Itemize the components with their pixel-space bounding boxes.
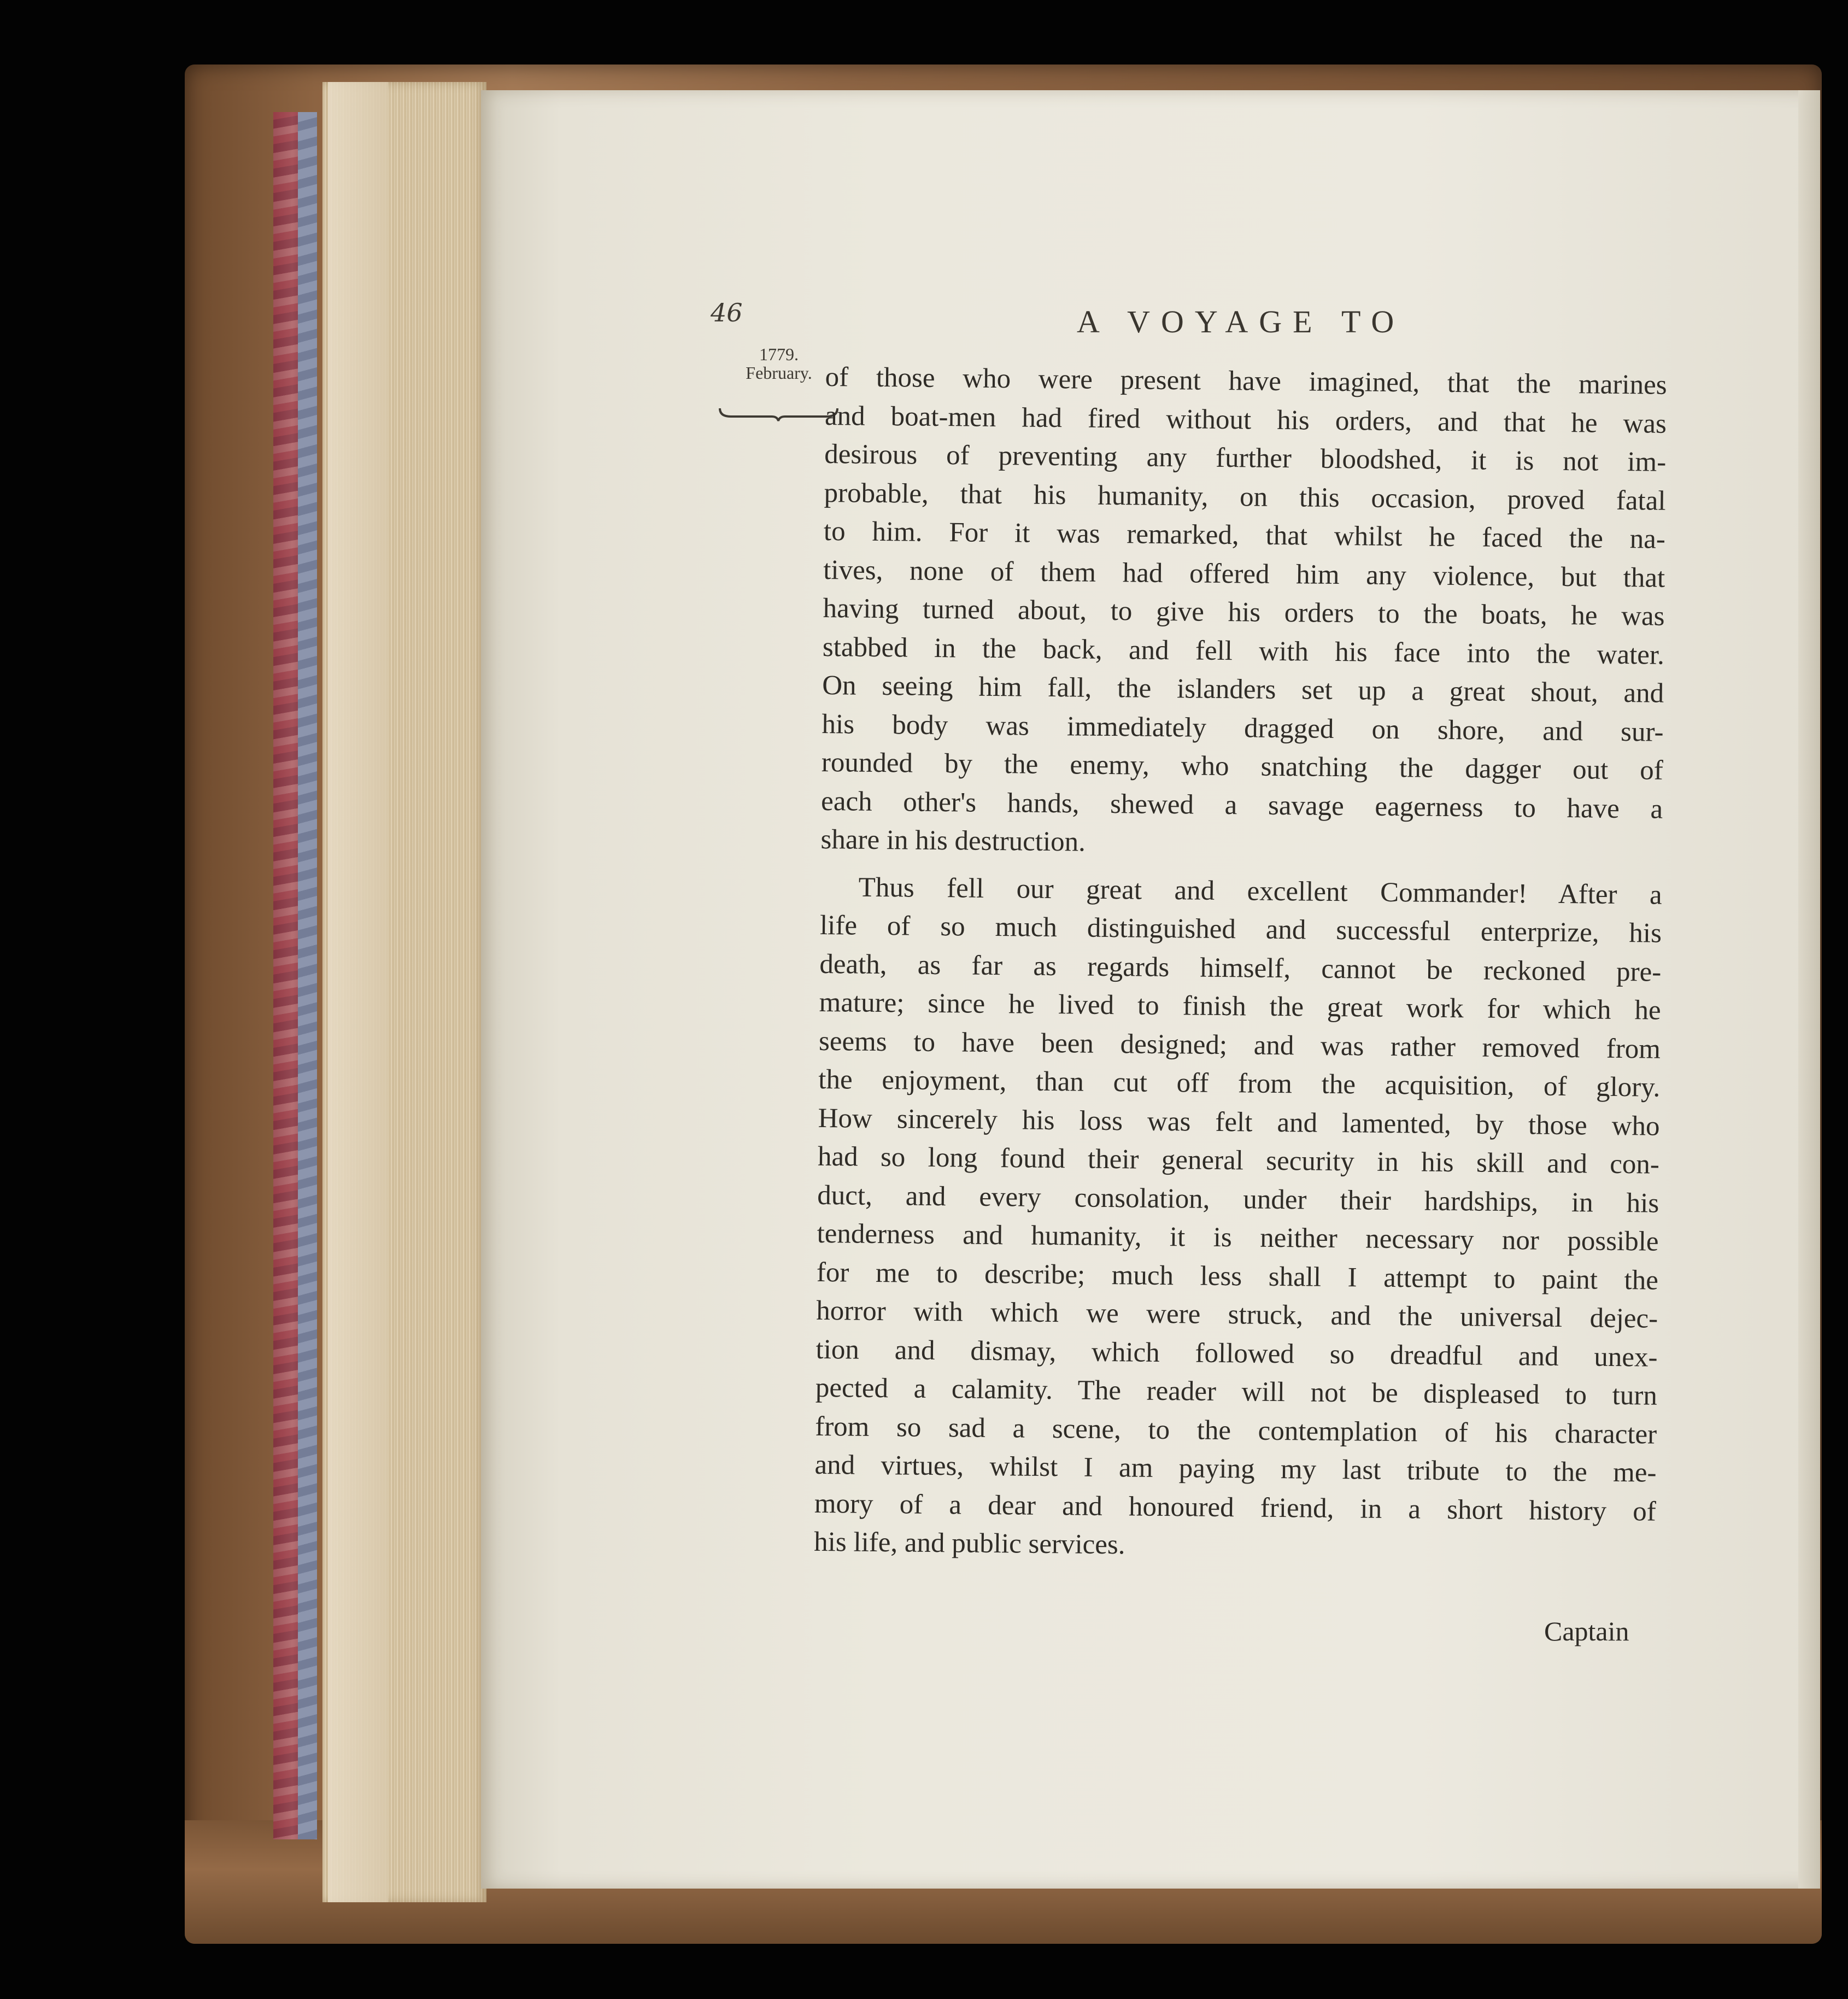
text-line: mory of a dear and honoured friend, in a short history of: [814, 1488, 1657, 1527]
page-edges-highlight: [328, 82, 388, 1902]
text-line: tenderness and humanity, it is neither necessary nor possible: [817, 1218, 1659, 1257]
text-line: each other's hands, shewed a savage eagerness to have a: [820, 785, 1663, 825]
text-line: seems to have been designed; and was rather removed from: [818, 1025, 1661, 1065]
text-line: desirous of preventing any further bloodshed, it is not im-: [824, 438, 1667, 478]
text-line: tives, none of them had offered him any violence, but that: [823, 554, 1665, 594]
text-line: and boat-men had fired without his orders, and that he was: [824, 400, 1667, 439]
text-line: rounded by the enemy, who snatching the dagger out of: [821, 747, 1664, 786]
text-line: tion and dismay, which followed so dreadful and unex-: [816, 1334, 1658, 1373]
margin-note: [719, 345, 839, 382]
text-line: stabbed in the back, and fell with his face into the water.: [822, 631, 1665, 671]
margin-brace: [717, 406, 840, 422]
catchword: Captain: [1544, 1616, 1629, 1646]
text-line: had so long found their general security in his skill and con-: [817, 1141, 1660, 1180]
page-right-edge: [1798, 90, 1820, 1889]
text-line: his body was immediately dragged on shore, and sur-: [822, 708, 1664, 748]
text-line: How sincerely his loss was felt and lamented, by those who: [818, 1103, 1660, 1142]
marbled-endpaper-blue: [298, 112, 317, 1839]
text-line: mature; since he lived to finish the great work for which he: [819, 987, 1661, 1026]
text-line: for me to describe; much less shall I attempt to paint the: [816, 1257, 1659, 1296]
text-line: to him. For it was remarked, that whilst he faced the na-: [823, 515, 1666, 555]
text-line: life of so much distinguished and successful enterprize, his: [819, 910, 1662, 949]
text-line: his life, and public services.: [813, 1526, 1125, 1561]
text-line: of those who were present have imagined, that the marines: [825, 361, 1667, 401]
text-line: horror with which we were struck, and the universal dejec-: [816, 1295, 1658, 1334]
text-line: Thus fell our great and excellent Commander! After a: [858, 872, 1662, 911]
text-line: death, as far as regards himself, cannot be reckoned pre-: [819, 948, 1662, 988]
text-line: duct, and every consolation, under their hardships, in his: [817, 1180, 1659, 1219]
text-line: On seeing him fall, the islanders set up a great shout, and: [822, 670, 1664, 709]
text-line: and virtues, whilst I am paying my last tribute to the me-: [814, 1449, 1657, 1488]
body-text: [814, 358, 1667, 1569]
text-line: pected a calamity. The reader will not be displeased to turn: [815, 1372, 1658, 1411]
text-line: from so sad a scene, to the contemplation of his character: [814, 1411, 1657, 1450]
text-line: probable, that his humanity, on this occasion, proved fatal: [824, 477, 1666, 517]
running-head: A VOYAGE TO: [1077, 304, 1405, 339]
text-line: having turned about, to give his orders to the boats, he was: [823, 593, 1665, 632]
text-line: share in his destruction.: [820, 824, 1086, 858]
page-number: 46: [711, 298, 743, 327]
paragraph-2: [814, 867, 1662, 1569]
margin-note-year: 1779.: [759, 344, 799, 364]
margin-note-month: February.: [746, 362, 812, 383]
text-line: the enjoyment, than cut off from the acquisition, of glory.: [818, 1064, 1661, 1103]
paragraph-1: [820, 358, 1667, 867]
